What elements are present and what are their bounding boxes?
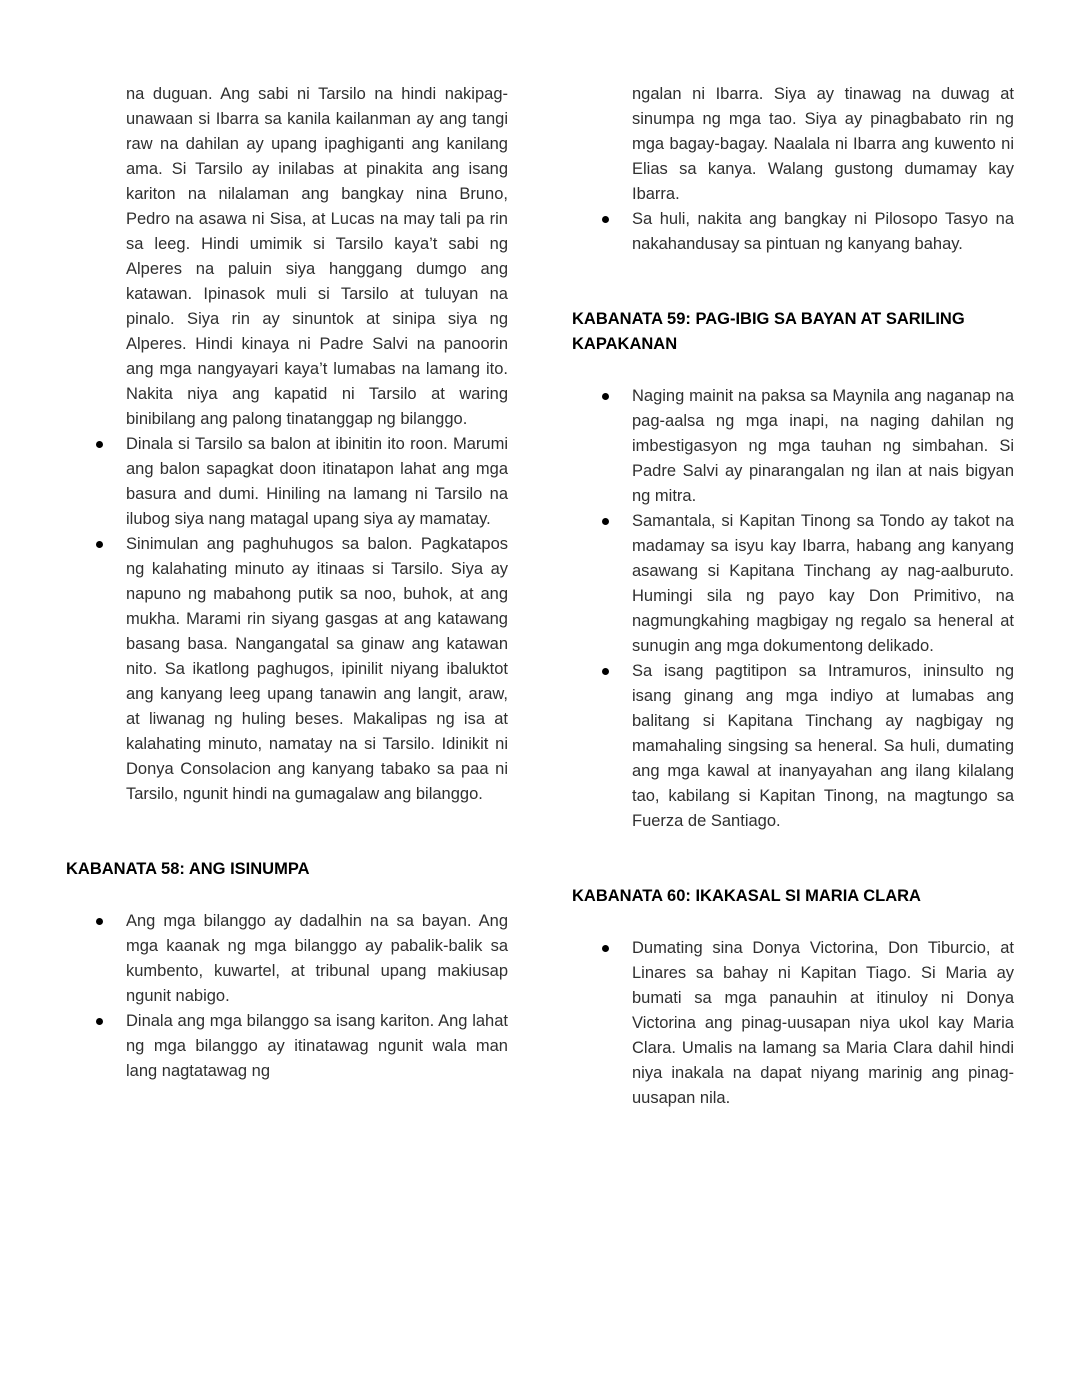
bullet-icon — [96, 441, 103, 448]
column-right — [572, 82, 1014, 1357]
paragraph-text: Dinala si Tarsilo sa balon at ibinitin ito roon. Marumi ang balon sapagkat doon itinatapon lahat ang mga basura and dumi. Hiniling na lamang ni Tarsilo na ilubog siya nang matagal upang siya ay mamatay. — [126, 435, 508, 528]
column-left — [66, 82, 508, 1357]
list-continuation — [572, 82, 1014, 207]
bullet-icon — [96, 1018, 103, 1025]
bullet-icon — [602, 668, 609, 675]
bullet-icon — [602, 518, 609, 525]
list-item — [66, 432, 508, 532]
paragraph-text: Sa isang pagtitipon sa Intramuros, ininsulto ng isang ginang ang mga indiyo at lumabas ang balitang si Kapitana Tinchang ay nagbigay ng mamahaling singsing sa heneral. Sa huli, dumating ang mga kawal at inanyayahan ang ilang kilalang tao, kabilang si Kapitan Tinong, na magtungo sa Fuerza de Santiago. — [632, 662, 1014, 830]
paragraph-text: na duguan. Ang sabi ni Tarsilo na hindi nakipag-unawaan si Ibarra sa kanila kailanman ay ang tangi raw na dahilan ay upang ipaghiganti ang kanilang ama. Si Tarsilo ay inilabas at pinakita ang isang kariton na nilalaman ang bangkay nina Bruno, Pedro na asawa ni Sisa, at Lucas na may tali pa rin sa leeg. Hindi umimik si Tarsilo kaya’t sabi ng Alperes na paluin siya hanggang dumgo ang katawan. Ipinasok muli si Tarsilo at tuluyan na pinalo. Siya rin ay sinuntok at sinipa siya ng Alperes. Hindi kinaya ni Padre Salvi na panoorin ang mga nangyayari kaya’t lumabas na lamang ito. Nakita niya ang kapatid ni Tarsilo at waring binibilang ang palong tinatanggap ng bilanggo. — [126, 85, 508, 428]
paragraph-text: Dinala ang mga bilanggo sa isang kariton. Ang lahat ng mga bilanggo ay itinatawag ngunit wala man lang nagtatawag ng — [126, 1012, 508, 1080]
bullet-icon — [96, 918, 103, 925]
list-item — [66, 1009, 508, 1084]
list-item — [572, 509, 1014, 659]
paragraph-text: Ang mga bilanggo ay dadalhin na sa bayan. Ang mga kaanak ng mga bilanggo ay pabalik-balik sa kumbento, kuwartel, at tribunal upang makiusap ngunit nabigo. — [126, 912, 508, 1005]
section-heading: KABANATA 59: PAG-IBIG SA BAYAN AT SARILING KAPAKANAN — [572, 310, 965, 353]
bullet-icon — [96, 541, 103, 548]
list-item — [572, 936, 1014, 1111]
list-continuation — [66, 82, 508, 432]
list-item — [66, 532, 508, 807]
paragraph-text: ngalan ni Ibarra. Siya ay tinawag na duwag at sinumpa ng mga tao. Siya ay pinagbabato rin ng mga bagay-bagay. Naalala ni Ibarra ang kuwento ni Elias sa kanya. Walang gustong dumamay kay Ibarra. — [632, 85, 1014, 203]
list-item — [66, 909, 508, 1009]
bullet-icon — [602, 216, 609, 223]
list-item — [572, 207, 1014, 257]
paragraph-text: Samantala, si Kapitan Tinong sa Tondo ay takot na madamay sa isyu kay Ibarra, habang ang kanyang asawang si Kapitana Tinchang ay nag-aalburuto. Humingi sila ng payo kay Don Primitivo, na nagmungkahing magbigay ng regalo sa heneral at sunugin ang mga dokumentong delikado. — [632, 512, 1014, 655]
paragraph-text: Dumating sina Donya Victorina, Don Tiburcio, at Linares sa bahay ni Kapitan Tiago. Si Maria ay bumati sa mga panauhin at itinuloy ni Donya Victorina ang pinag-uusapan niya ukol kay Maria Clara. Umalis na lamang sa Maria Clara dahil hindi niya inakala na dapat niyang marinig ang pinag-uusapan nila. — [632, 939, 1014, 1107]
section-heading: KABANATA 58: ANG ISINUMPA — [66, 860, 310, 878]
bullet-icon — [602, 393, 609, 400]
paragraph-text: Naging mainit na paksa sa Maynila ang naganap na pag-aalsa ng mga inapi, na naging dahilan ng imbestigasyon ng mga tauhan ng simbahan. Si Padre Salvi ay pinarangalan ng ilan at nais bigyan ng mitra. — [632, 387, 1014, 505]
list-item — [572, 659, 1014, 834]
paragraph-text: Sinimulan ang paghuhugos sa balon. Pagkatapos ng kalahating minuto ay itinaas si Tarsilo. Siya ay napuno ng mabahong putik sa noo, buhok, at ang mukha. Marami rin siyang gasgas at ang katawang basang basa. Nangangatal sa ginaw ang katawan nito. Sa ikatlong paghugos, ipinilit niyang ibaluktot ang kanyang leeg upang tanawin ang langit, araw, at liwanag ng huling beses. Makalipas ng isa at kalahating minuto, namatay na si Tarsilo. Idinikit ni Donya Consolacion ang kanyang tabako sa paa ni Tarsilo, ngunit hindi na gumagalaw ang bilanggo. — [126, 535, 508, 803]
bullet-icon — [602, 945, 609, 952]
section-heading: KABANATA 60: IKAKASAL SI MARIA CLARA — [572, 887, 921, 905]
list-item — [572, 384, 1014, 509]
paragraph-text: Sa huli, nakita ang bangkay ni Pilosopo Tasyo na nakahandusay sa pintuan ng kanyang bahay. — [632, 210, 1014, 253]
